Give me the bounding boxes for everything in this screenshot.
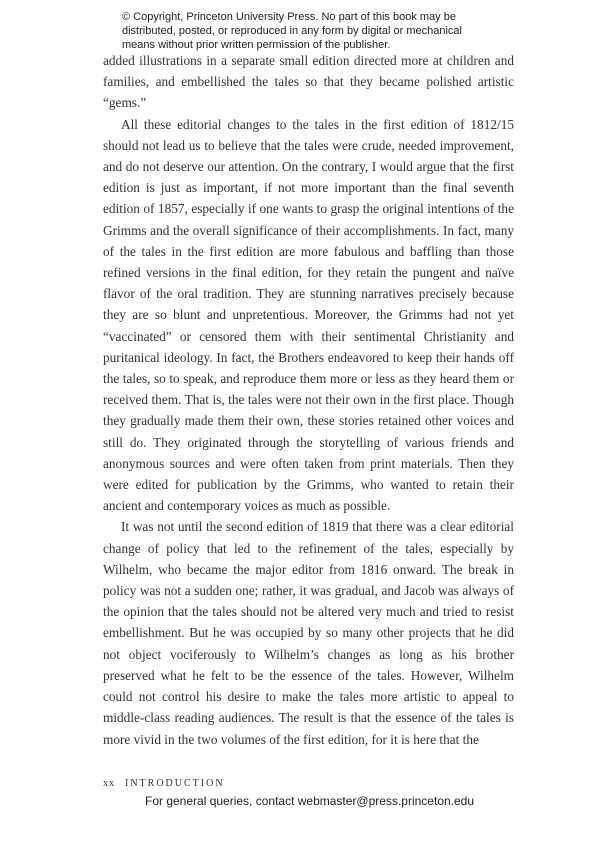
running-footer	[103, 778, 225, 789]
page-number: xx	[103, 778, 115, 789]
copyright-notice	[122, 10, 502, 52]
paragraph: All these editorial changes to the tales in the first edition of 1812/15 should not lead us to believe that the tales were crude, needed improvement, and do not deserve our attention. On the contrary, I would argue that the first edition is just as important, if not more important than the final seventh edition of 1857, especially if one wants to grasp the original intentions of the Grimms and the overall significance of their accomplishments. In fact, many of the tales in the first edition are more fabulous and baffling than those refined versions in the final edition, for they retain the pungent and naïve flavor of the oral tradition. They are stunning narratives precisely because they are so blunt and unpretentious. Moreover, the Grimms had not yet “vaccinated” or censored them with their sentimental Christianity and puritanical ideology. In fact, the Brothers endeavored to keep their hands off the tales, so to speak, and reproduce them more or less as they heard them or received them. That is, the tales were not their own in the first place. Though they gradually made them their own, these stories retained other voices and still do. They originated through the storytelling of various friends and anonymous sources and were often taken from print materials. Then they were edited for publication by the Grimms, who wanted to retain their ancient and contemporary voices as much as possible.	[103, 116, 514, 514]
paragraph: added illustrations in a separate small edition directed more at children and families, and embellished the tales so that they became polished artistic “gems.”	[103, 53, 514, 111]
paragraph: It was not until the second edition of 1819 that there was a clear editorial change of policy that led to the refinement of the tales, especially by Wilhelm, who became the major editor from 1816 onward. The break in policy was not a sudden one; rather, it was gradual, and Jacob was always of the opinion that the tales should not be altered very much and tried to resist embellishment. But he was occupied by so many other projects that he did not object vociferously to Wilhelm’s changes as long as his brother preserved what he felt to be the essence of the tales. However, Wilhelm could not control his desire to make the tales more artistic to appeal to middle-class reading audiences. The result is that the essence of the tales is more vivid in the two volumes of the first edition, for it is here that the	[103, 519, 514, 747]
contact-line: For general queries, contact webmaster@press.princeton.edu	[145, 794, 475, 808]
copyright-line: distributed, posted, or reproduced in any form by digital or mechanical	[122, 25, 462, 37]
copyright-line: © Copyright, Princeton University Press. No part of this book may be	[122, 11, 456, 23]
section-title: INTRODUCTION	[125, 778, 225, 789]
page-body	[103, 50, 514, 750]
copyright-line: means without prior written permission of the publisher.	[122, 39, 391, 51]
